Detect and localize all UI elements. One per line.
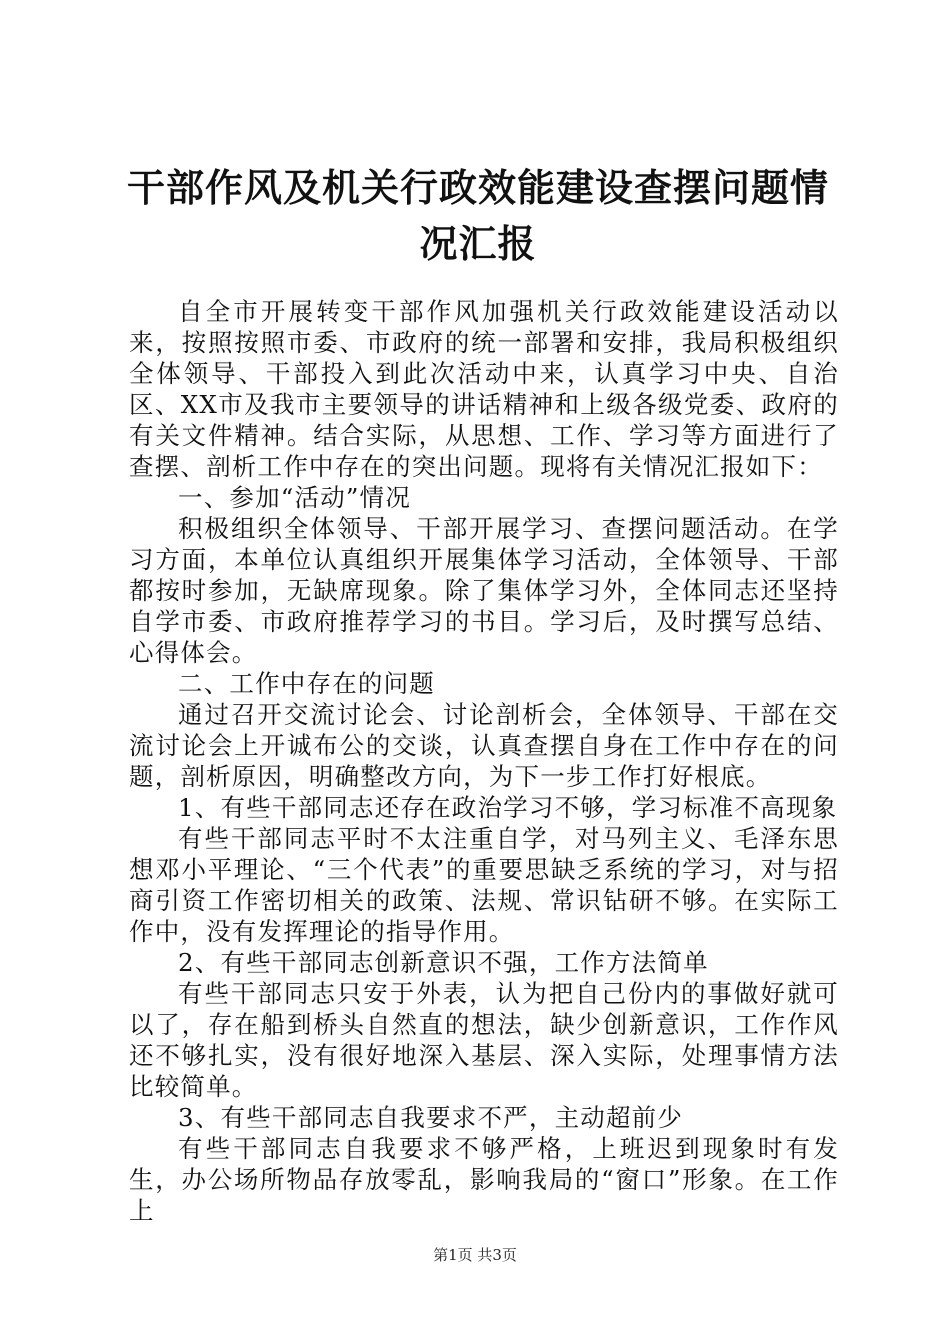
paragraph-problems-intro: 通过召开交流讨论会、讨论剖析会，全体领导、干部在交流讨论会上开诚布公的交谈，认真查摆自身在工作中存在的问题，剖析原因，明确整改方向，为下一步工作打好根底。: [129, 700, 839, 791]
section-heading-2: 二、工作中存在的问题: [178, 669, 435, 698]
subheading-problem-2: 2、有些干部同志创新意识不强，工作方法简单: [178, 948, 709, 977]
paragraph-activity: 积极组织全体领导、干部开展学习、查摆问题活动。在学习方面，本单位认真组织开展集体学习活动，全体领导、干部都按时参加，无缺席现象。除了集体学习外，全体同志还坚持自学市委、市政府推荐学习的书目。学习后，及时撰写总结、心得体会。: [129, 514, 839, 667]
document-title: 干部作风及机关行政效能建设查摆问题情况汇报: [126, 166, 829, 266]
paragraph-problem-1: 有些干部同志平时不太注重自学，对马列主义、毛泽东思想邓小平理论、“三个代表”的重要思缺乏系统的学习，对与招商引资工作密切相关的政策、法规、常识钻研不够。在实际工作中，没有发挥理论的指导作用。: [129, 824, 839, 946]
paragraph-problem-3: 有些干部同志自我要求不够严格，上班迟到现象时有发生，办公场所物品存放零乱，影响我局的“窗口”形象。在工作上: [129, 1134, 839, 1225]
subheading-problem-1: 1、有些干部同志还存在政治学习不够，学习标准不高现象: [178, 793, 838, 822]
paragraph-problem-2: 有些干部同志只安于外表，认为把自己份内的事做好就可以了，存在船到桥头自然直的想法，缺少创新意识，工作作风还不够扎实，没有很好地深入基层、深入实际，处理事情方法比较简单。: [129, 979, 839, 1101]
page-footer: 第1页 共3页: [433, 1246, 517, 1264]
paragraph-intro: 自全市开展转变干部作风加强机关行政效能建设活动以来，按照按照市委、市政府的统一部署和安排，我局积极组织全体领导、干部投入到此次活动中来，认真学习中央、自治区、XX市及我市主要领导的讲话精神和上级各级党委、政府的有关文件精神。结合实际，从思想、工作、学习等方面进行了查摆、剖析工作中存在的突出问题。现将有关情况汇报如下：: [129, 297, 839, 481]
subheading-problem-3: 3、有些干部同志自我要求不严，主动超前少: [178, 1103, 684, 1132]
section-heading-1: 一、参加“活动”情况: [178, 483, 412, 512]
document-body: [129, 296, 839, 1226]
